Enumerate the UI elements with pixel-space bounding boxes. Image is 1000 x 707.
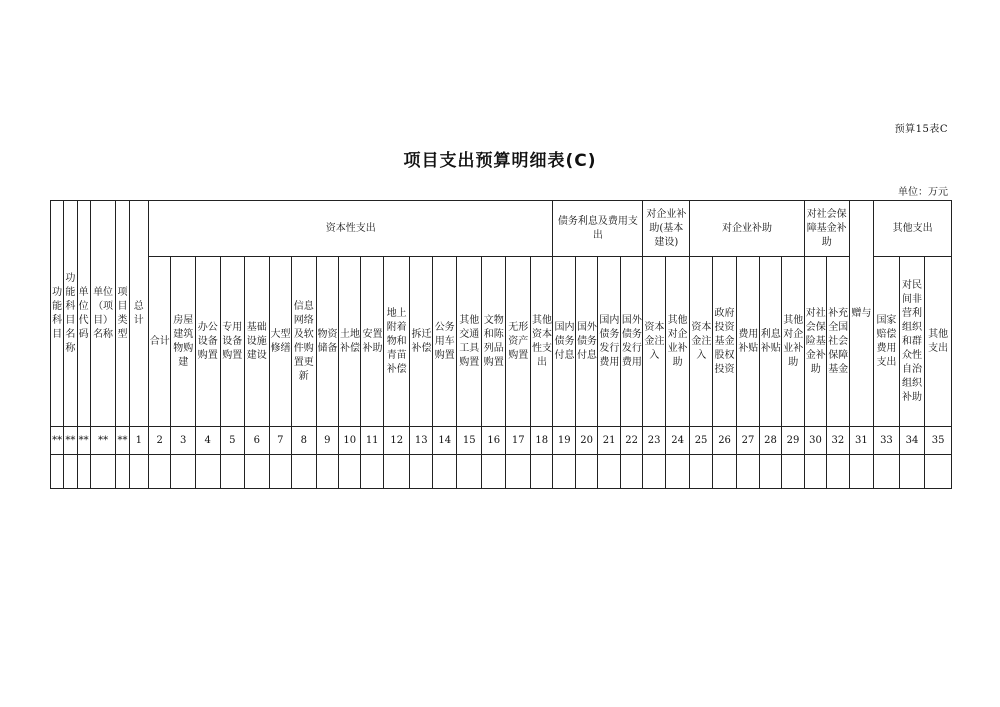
code-cell-3 <box>171 427 196 455</box>
group-header-1 <box>149 201 553 257</box>
code-cell-14-label: 14 <box>438 434 452 446</box>
header-4-label: 单位（项目）名称 <box>93 286 114 340</box>
code-cell-8 <box>292 427 317 455</box>
form-code: 预算15表C <box>894 124 948 135</box>
data-cell[interactable] <box>338 455 360 489</box>
data-cell[interactable] <box>827 455 849 489</box>
code-cell-30 <box>804 427 826 455</box>
header-col-9 <box>316 257 338 427</box>
data-cell[interactable] <box>874 455 900 489</box>
code-cell-27-label: 27 <box>741 434 755 446</box>
header-col-24 <box>665 257 690 427</box>
header-col-8 <box>292 257 317 427</box>
header-col-4-label: 办公设备购置 <box>197 321 218 361</box>
code-cell-31-label: 31 <box>855 434 868 446</box>
code-cell-5-label: ** <box>117 434 128 446</box>
header-3-label: 单位代码 <box>78 286 89 340</box>
column-code-row <box>51 427 952 455</box>
header-col-34 <box>899 257 925 427</box>
code-cell-13 <box>410 427 432 455</box>
header-col-18 <box>531 257 553 427</box>
data-cell[interactable] <box>432 455 457 489</box>
header-col-6-label: 基础设施建设 <box>246 321 267 361</box>
header-col-31-label: 补充全国社会保障基金 <box>828 307 849 375</box>
group-header-5 <box>804 201 849 257</box>
code-cell-34 <box>899 427 925 455</box>
header-sub-row <box>51 257 952 427</box>
header-1-label: 功能科目 <box>52 286 63 340</box>
code-cell-35 <box>925 427 952 455</box>
code-cell-19-label: 19 <box>557 434 571 446</box>
header-col-23 <box>643 257 665 427</box>
header-col-31 <box>827 257 849 427</box>
header-col-26-label: 政府投资基金股权投资 <box>714 307 735 375</box>
header-col-23-label: 资本金注入 <box>644 321 665 361</box>
header-col-29 <box>782 257 804 427</box>
header-col-15-label: 其他交通工具购置 <box>459 314 480 368</box>
header-col-30-label: 对社会保险基金补助 <box>805 307 826 375</box>
code-cell-2-label: 2 <box>156 434 163 446</box>
header-2-label: 功能科目名称 <box>65 272 76 354</box>
header-3 <box>77 201 90 427</box>
group-header-7-label: 其他支出 <box>892 222 933 234</box>
data-cell[interactable] <box>690 455 712 489</box>
code-cell-28 <box>759 427 781 455</box>
data-cell[interactable] <box>849 455 874 489</box>
code-cell-14 <box>432 427 457 455</box>
header-col-22-label: 国外债务发行费用 <box>621 314 642 368</box>
header-2 <box>64 201 77 427</box>
code-cell-25 <box>690 427 712 455</box>
data-cell[interactable] <box>220 455 245 489</box>
header-col-25 <box>690 257 712 427</box>
unit-label: 单位：万元 <box>898 187 948 198</box>
code-cell-20-label: 20 <box>580 434 594 446</box>
code-cell-32-label: 32 <box>831 434 845 446</box>
code-cell-5 <box>116 427 129 455</box>
group-header-2-label: 债务利息及费用支出 <box>557 215 638 241</box>
code-cell-24 <box>665 427 690 455</box>
code-cell-2 <box>149 427 171 455</box>
code-cell-3-label: 3 <box>180 434 187 446</box>
header-col-20-label: 国外债务付息 <box>576 321 597 361</box>
data-cell[interactable] <box>506 455 531 489</box>
code-cell-22 <box>620 427 642 455</box>
header-col-13 <box>410 257 432 427</box>
header-col-2-label: 合计 <box>149 335 170 347</box>
data-cell[interactable] <box>410 455 432 489</box>
data-cell[interactable] <box>129 455 148 489</box>
header-col-35 <box>925 257 952 427</box>
data-cell[interactable] <box>782 455 804 489</box>
header-col-17 <box>506 257 531 427</box>
code-cell-26-label: 26 <box>718 434 731 446</box>
code-cell-3 <box>77 427 90 455</box>
header-col-8-label: 信息网络及软件购置更新 <box>293 300 314 382</box>
header-col-30 <box>804 257 826 427</box>
code-cell-10-label: 10 <box>343 434 357 446</box>
header-col-11 <box>361 257 383 427</box>
header-col-10 <box>338 257 360 427</box>
header-col-21-label: 国内债务发行费用 <box>599 314 620 368</box>
code-cell-19 <box>553 427 575 455</box>
header-col-18-label: 其他资本性支出 <box>532 314 552 368</box>
header-col-22 <box>620 257 642 427</box>
code-cell-16 <box>481 427 506 455</box>
data-cell[interactable] <box>481 455 506 489</box>
code-cell-5-label: 5 <box>229 434 236 446</box>
code-cell-11-label: 11 <box>365 434 379 446</box>
code-cell-28-label: 28 <box>764 434 777 446</box>
code-cell-33-label: 33 <box>880 434 893 446</box>
code-cell-10 <box>338 427 360 455</box>
group-header-3 <box>643 201 690 257</box>
code-cell-3-label: ** <box>78 434 89 446</box>
header-col-19-label: 国内债务付息 <box>554 321 575 361</box>
header-col-12 <box>383 257 410 427</box>
header-col-12-label: 地上附着物和青苗补偿 <box>386 307 407 375</box>
header-col-27-label: 费用补贴 <box>738 328 759 354</box>
header-col-17-label: 无形资产购置 <box>508 321 529 361</box>
header-col-34-label: 对民间非营利组织和群众性自治组织补助 <box>901 279 922 403</box>
header-col-28 <box>759 257 781 427</box>
data-cell[interactable] <box>116 455 129 489</box>
data-cell[interactable] <box>316 455 338 489</box>
data-cell[interactable] <box>620 455 642 489</box>
data-cell[interactable] <box>64 455 77 489</box>
code-cell-23 <box>643 427 665 455</box>
code-cell-29-label: 29 <box>786 434 800 446</box>
header-col-2 <box>149 257 171 427</box>
code-cell-21-label: 21 <box>602 434 616 446</box>
header-col-6 <box>245 257 270 427</box>
code-cell-16-label: 16 <box>487 434 501 446</box>
header-6-label: 总计 <box>133 300 144 326</box>
data-cell[interactable] <box>643 455 665 489</box>
header-col-3 <box>171 257 196 427</box>
header-col-35-label: 其他支出 <box>928 328 949 354</box>
header-col-13-label: 拆迁补偿 <box>411 328 432 354</box>
data-cell[interactable] <box>383 455 410 489</box>
header-group-row <box>51 201 952 257</box>
code-cell-29 <box>782 427 804 455</box>
header-col-5 <box>220 257 245 427</box>
header-col-14-label: 公务用车购置 <box>434 321 455 361</box>
data-cell[interactable] <box>51 455 64 489</box>
code-cell-2-label: ** <box>65 434 76 446</box>
header-col-11-label: 安置补助 <box>362 328 383 354</box>
data-cell[interactable] <box>457 455 482 489</box>
code-cell-5 <box>220 427 245 455</box>
code-cell-15 <box>457 427 482 455</box>
header-col-26 <box>712 257 737 427</box>
code-cell-21 <box>598 427 620 455</box>
page-title: 项目支出预算明细表(C) <box>403 151 597 171</box>
code-cell-8-label: 8 <box>300 434 307 446</box>
code-cell-13-label: 13 <box>414 434 428 446</box>
data-cell[interactable] <box>575 455 597 489</box>
data-cell[interactable] <box>925 455 952 489</box>
header-col-24-label: 其他对企业补助 <box>667 314 688 368</box>
code-cell-9 <box>316 427 338 455</box>
group-header-1-label: 资本性支出 <box>325 222 376 234</box>
data-cell[interactable] <box>598 455 620 489</box>
header-6 <box>129 201 148 427</box>
data-cell[interactable] <box>171 455 196 489</box>
header-col-7 <box>269 257 291 427</box>
code-cell-1 <box>51 427 64 455</box>
code-cell-6-label: 1 <box>135 434 142 446</box>
code-cell-17-label: 17 <box>511 434 525 446</box>
code-cell-12 <box>383 427 410 455</box>
code-cell-34-label: 34 <box>905 434 919 446</box>
code-cell-35-label: 35 <box>931 434 945 446</box>
header-col-14 <box>432 257 457 427</box>
data-cell[interactable] <box>759 455 781 489</box>
header-5 <box>116 201 129 427</box>
data-cell[interactable] <box>292 455 317 489</box>
data-cell[interactable] <box>195 455 220 489</box>
data-cell[interactable] <box>737 455 759 489</box>
header-donation <box>849 201 874 427</box>
code-cell-6 <box>245 427 270 455</box>
code-cell-7 <box>269 427 291 455</box>
header-col-16-label: 文物和陈列品购置 <box>483 314 504 368</box>
header-col-7-label: 大型修缮 <box>270 328 291 354</box>
data-cell[interactable] <box>531 455 553 489</box>
code-cell-4 <box>90 427 116 455</box>
code-cell-17 <box>506 427 531 455</box>
code-cell-20 <box>575 427 597 455</box>
header-col-19 <box>553 257 575 427</box>
code-cell-6-label: 6 <box>253 434 260 446</box>
code-cell-25-label: 25 <box>694 434 708 446</box>
data-cell[interactable] <box>269 455 291 489</box>
data-cell[interactable] <box>245 455 270 489</box>
code-cell-12-label: 12 <box>390 434 404 446</box>
data-cell[interactable] <box>899 455 925 489</box>
code-cell-26 <box>712 427 737 455</box>
data-cell[interactable] <box>90 455 116 489</box>
header-col-28-label: 利息补贴 <box>760 328 781 354</box>
code-cell-22-label: 22 <box>625 434 638 446</box>
group-header-2 <box>553 201 643 257</box>
data-cell[interactable] <box>804 455 826 489</box>
data-cell[interactable] <box>77 455 90 489</box>
header-col-33 <box>874 257 900 427</box>
code-cell-11 <box>361 427 383 455</box>
header-col-21 <box>598 257 620 427</box>
code-cell-1-label: ** <box>52 434 63 446</box>
group-header-4 <box>690 201 804 257</box>
data-cell[interactable] <box>712 455 737 489</box>
header-col-5-label: 专用设备购置 <box>222 321 243 361</box>
code-cell-33 <box>874 427 900 455</box>
code-cell-4-label: 4 <box>204 434 211 446</box>
code-cell-18-label: 18 <box>535 434 549 446</box>
data-cell[interactable] <box>149 455 171 489</box>
code-cell-6 <box>129 427 148 455</box>
code-cell-4-label: ** <box>98 434 109 446</box>
header-col-25-label: 资本金注入 <box>691 321 712 361</box>
header-4 <box>90 201 116 427</box>
code-cell-30-label: 30 <box>809 434 822 446</box>
code-cell-9-label: 9 <box>324 434 331 446</box>
data-cell[interactable] <box>361 455 383 489</box>
header-col-9-label: 物资储备 <box>317 328 338 354</box>
group-header-4-label: 对企业补助 <box>722 222 773 234</box>
header-col-20 <box>575 257 597 427</box>
code-cell-18 <box>531 427 553 455</box>
data-cell[interactable] <box>553 455 575 489</box>
header-col-10-label: 土地补偿 <box>339 328 360 354</box>
code-cell-7-label: 7 <box>277 434 284 446</box>
code-cell-27 <box>737 427 759 455</box>
header-col-33-label: 国家赔偿费用支出 <box>876 314 897 368</box>
header-col-16 <box>481 257 506 427</box>
header-col-15 <box>457 257 482 427</box>
code-cell-15-label: 15 <box>462 434 476 446</box>
header-col-27 <box>737 257 759 427</box>
code-cell-31 <box>849 427 874 455</box>
data-cell[interactable] <box>665 455 690 489</box>
group-header-5-label: 对社会保障基金补助 <box>806 208 847 248</box>
table-row <box>51 455 952 489</box>
header-col-3-label: 房屋建筑物购建 <box>173 314 194 368</box>
header-col-29-label: 其他对企业补助 <box>783 314 804 368</box>
code-cell-4 <box>195 427 220 455</box>
code-cell-24-label: 24 <box>671 434 684 446</box>
code-cell-23-label: 23 <box>647 434 661 446</box>
code-cell-32 <box>827 427 849 455</box>
header-5-label: 项目类型 <box>117 286 128 340</box>
budget-table <box>50 200 952 489</box>
group-header-7 <box>874 201 952 257</box>
header-donation-label: 赠与 <box>851 307 872 319</box>
header-1 <box>51 201 64 427</box>
code-cell-2 <box>64 427 77 455</box>
group-header-3-label: 对企业补助(基本建设) <box>646 208 687 248</box>
header-col-4 <box>195 257 220 427</box>
